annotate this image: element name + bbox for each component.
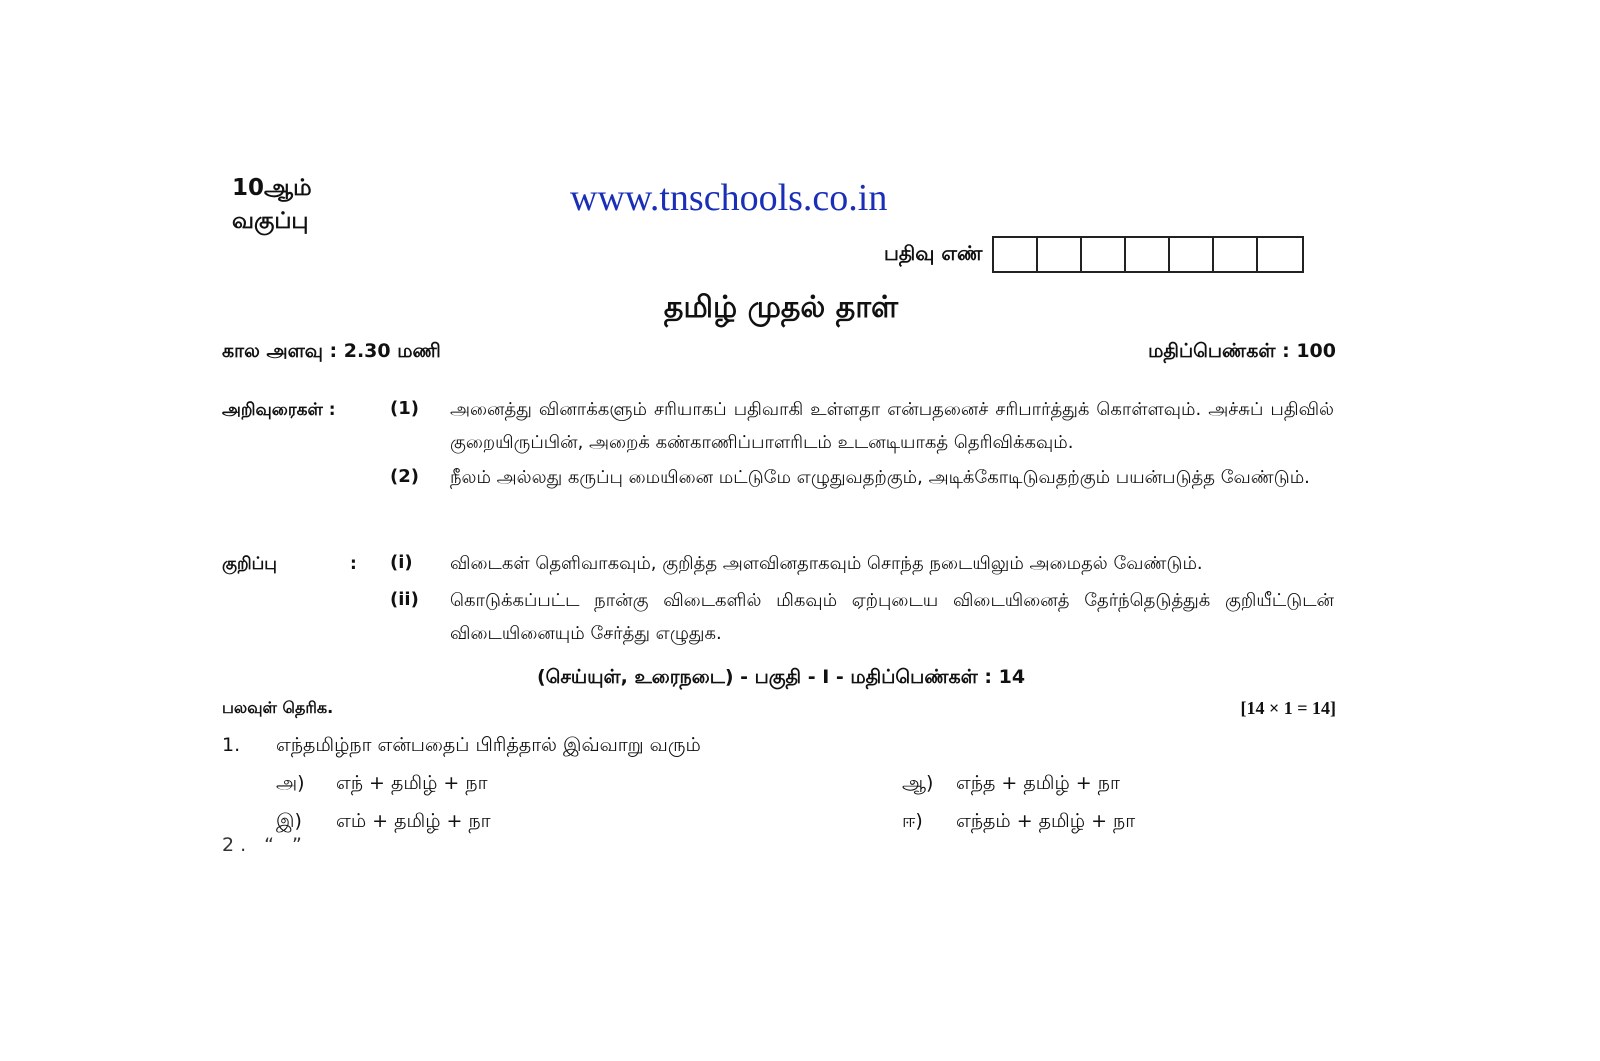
cropped-next-line-text: 2. “ ” [222,834,308,856]
cropped-next-line [222,834,1322,856]
option-text: எம் + தமிழ் + நா [336,810,491,832]
instruction-text: நீலம் அல்லது கருப்பு மையினை மட்டுமே எழுதுவதற்கும், அடிக்கோடிடுவதற்கும் பயன்படுத்த வேண்டும். [450,467,1310,488]
instruction-number: (2) [390,466,419,487]
registration-box [1038,238,1082,271]
registration-number-row [884,236,1304,272]
registration-boxes [992,236,1304,273]
section-marks: [14 × 1 = 14] [1240,698,1336,718]
section-instruction: பலவுள் தெரிக. [222,698,334,717]
note-number: (ii) [390,589,419,610]
option-key: இ) [276,810,302,832]
registration-box [1126,238,1170,271]
instruction-text: அனைத்து வினாக்களும் சரியாகப் பதிவாகி உள்ளதா என்பதனைச் சரிபார்த்துக் கொள்ளவும். அச்சுப் பதிவில் குறையிருப்பின், அறைக் கண்காணிப்பாளரிடம் உடனடியாகத் தெரிவிக்கவும். [450,399,1334,453]
option-text: எந்தம் + தமிழ் + நா [956,810,1136,832]
paper-title: தமிழ் முதல் தாள் [663,290,899,325]
registration-box [1258,238,1302,271]
section-title: (செய்யுள், உரைநடை) - பகுதி - I - மதிப்பெண்கள் : 14 [536,666,1026,688]
option-key: அ) [276,772,305,794]
option-text: எந்த + தமிழ் + நா [956,772,1120,794]
option-key: ஈ) [902,810,923,832]
option-key: ஆ) [902,772,934,794]
registration-label: பதிவு எண் [884,240,983,265]
registration-box [994,238,1038,271]
question-text: எந்தமிழ்நா என்பதைப் பிரித்தால் இவ்வாறு வரும் [276,734,701,756]
note-colon: : [350,554,357,574]
instruction-number: (1) [390,398,419,419]
registration-box [1214,238,1258,271]
grade-line-1: 10ஆம் [232,175,312,201]
registration-box [1082,238,1126,271]
instructions-label: அறிவுரைகள் : [222,400,336,420]
website-watermark: www.tnschools.co.in [570,177,888,219]
question-number: 1. [222,734,241,756]
total-marks: மதிப்பெண்கள் : 100 [1148,340,1336,362]
time-duration: கால அளவு : 2.30 மணி [222,340,441,362]
grade-label [232,172,312,238]
note-text: கொடுக்கப்பட்ட நான்கு விடைகளில் மிகவும் ஏற்புடைய விடையினைத் தேர்ந்தெடுத்துக் குறியீட்டுடன் விடையினையும் சேர்த்து எழுதுக. [450,590,1334,644]
option-text: எந் + தமிழ் + நா [336,772,488,794]
note-number: (i) [390,552,413,573]
note-text: விடைகள் தெளிவாகவும், குறித்த அளவினதாகவும் சொந்த நடையிலும் அமைதல் வேண்டும். [450,553,1203,574]
registration-box [1170,238,1214,271]
note-label: குறிப்பு [222,554,277,574]
grade-line-2: வகுப்பு [232,208,309,234]
